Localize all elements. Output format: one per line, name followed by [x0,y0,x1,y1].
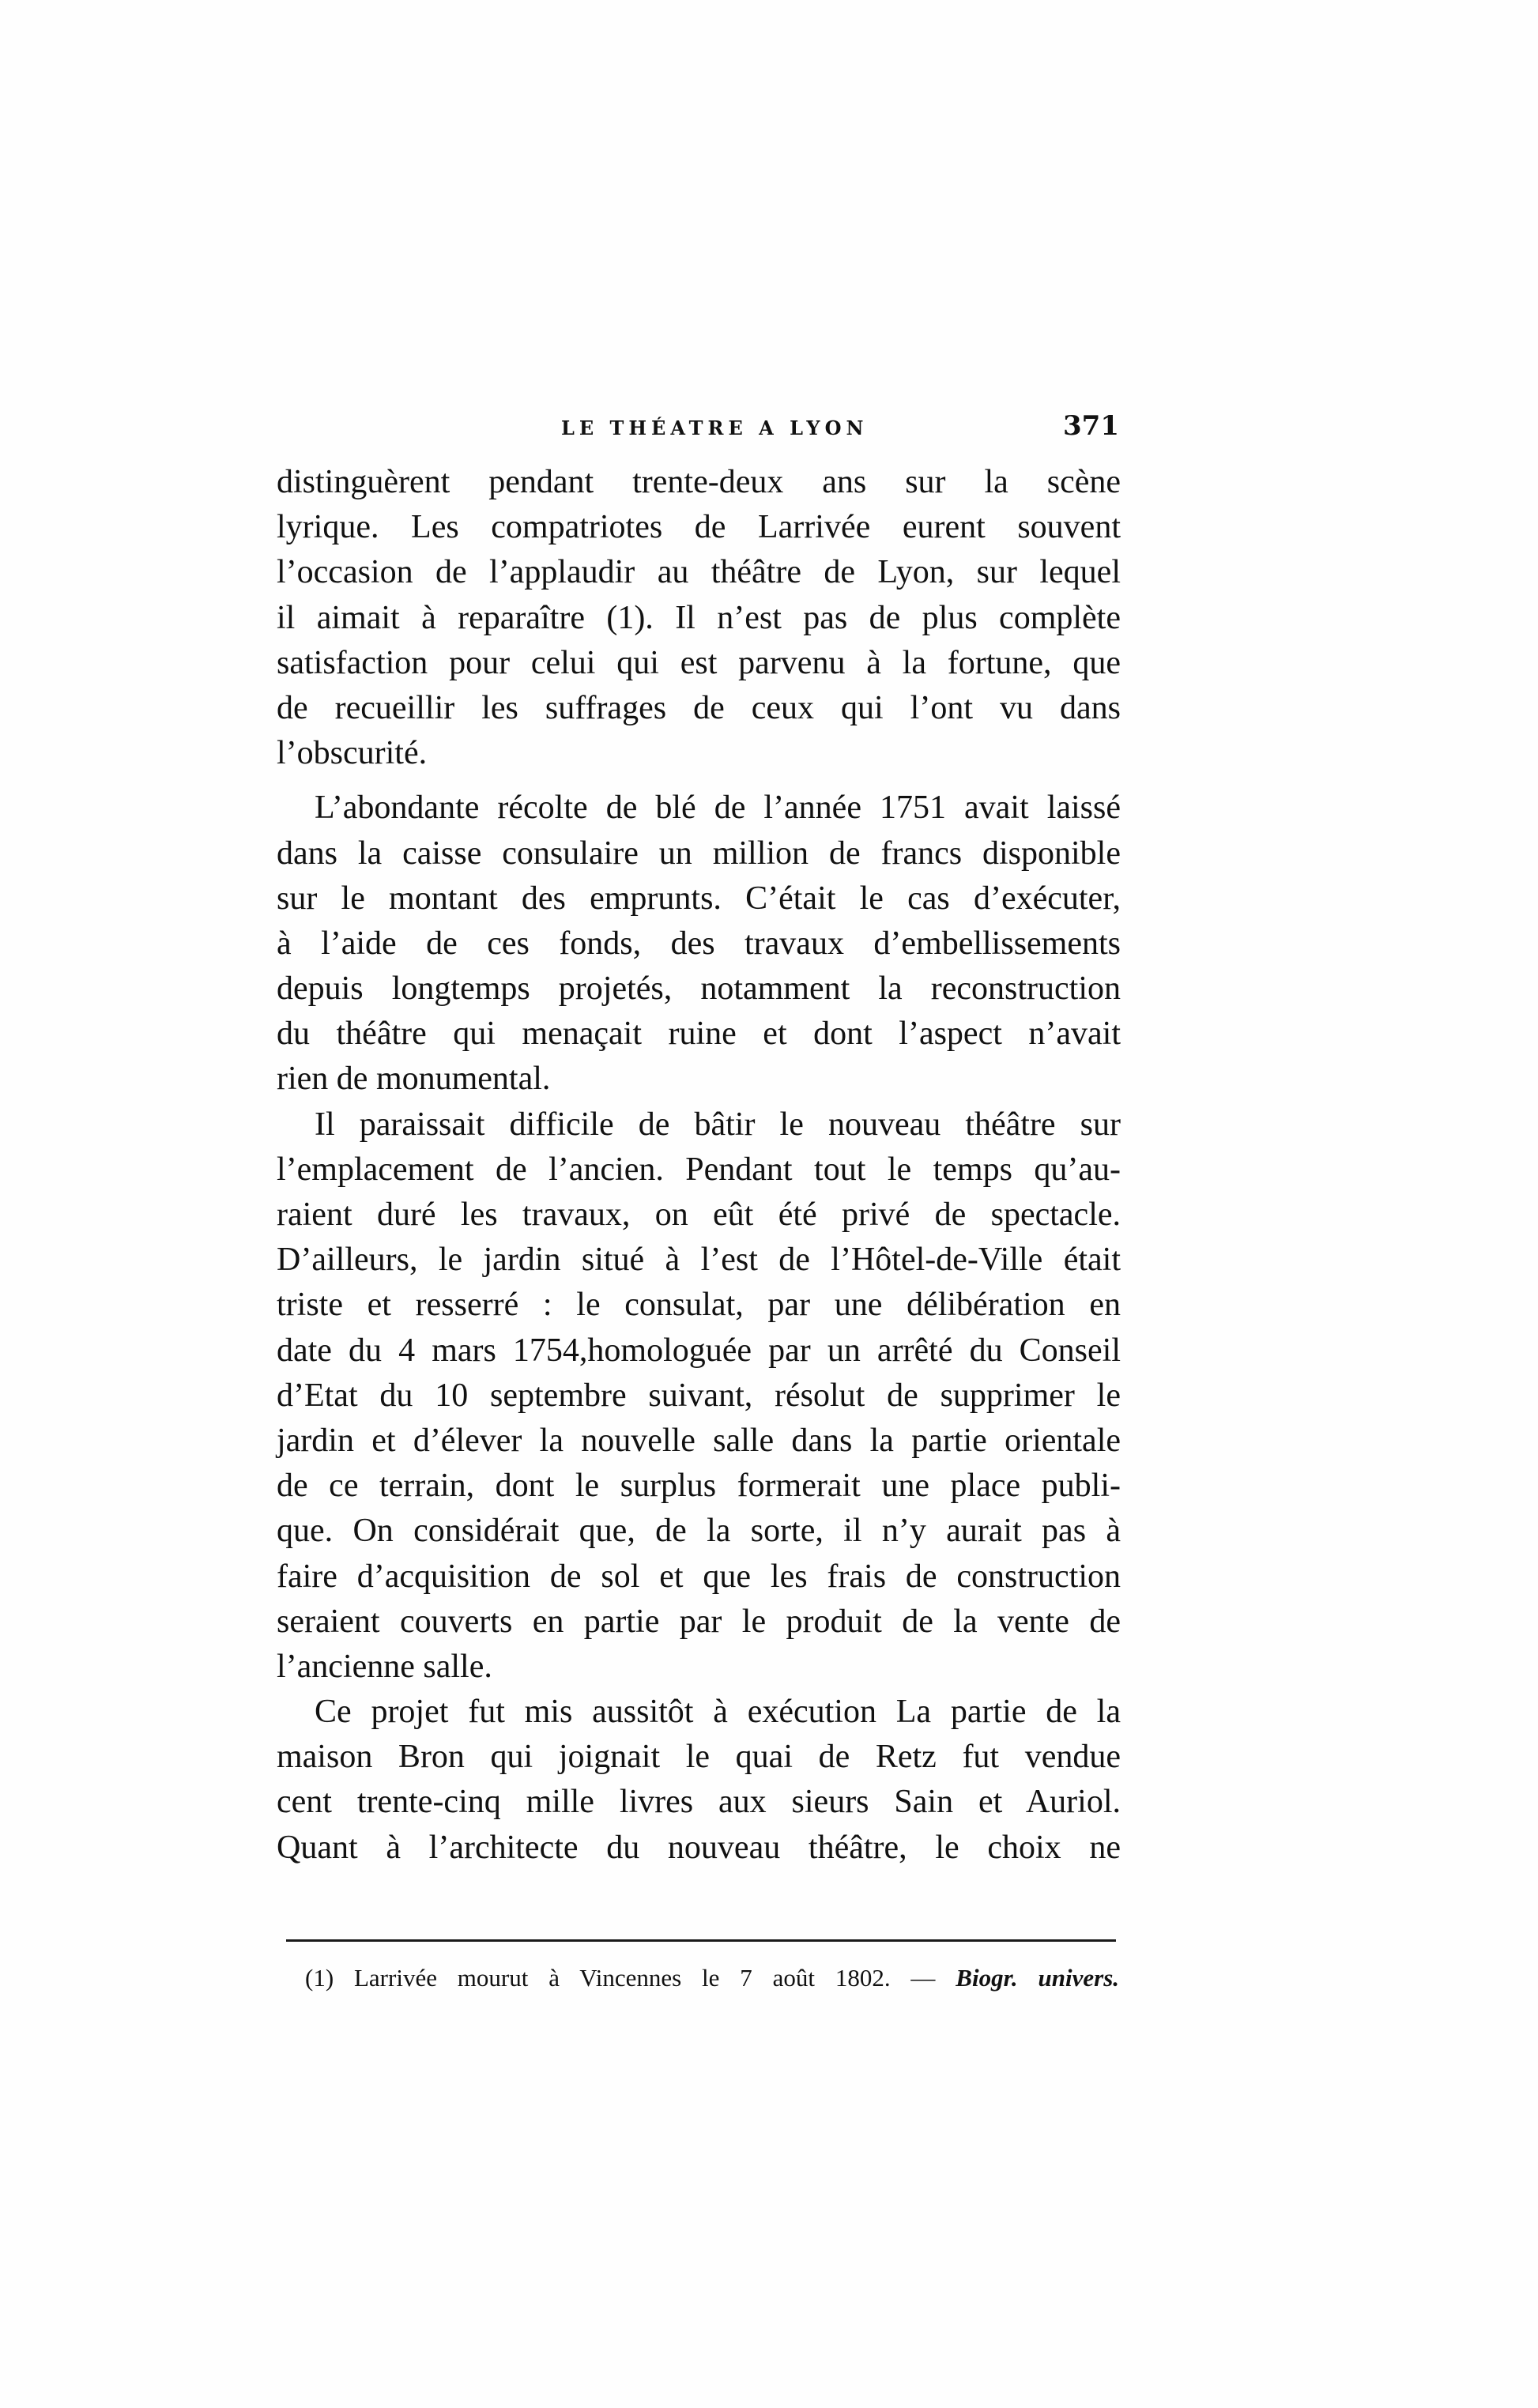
paragraph-1 [277,460,1121,776]
text-line: depuis longtemps projetés, notamment la reconstruction [277,970,1121,1008]
text-line: cent trente-cinq mille livres aux sieurs Sain et Auriol. [277,1784,1121,1821]
paragraph-2 [277,786,1121,1102]
text-line: l’obscurité. [277,735,428,772]
text-line: lyrique. Les compatriotes de Larrivée eurent souvent [277,509,1121,546]
text-line: seraient couverts en partie par le produit de la vente de [277,1603,1121,1640]
footnote [305,1965,1119,1992]
text-line: du théâtre qui menaçait ruine et dont l’aspect n’avait [277,1016,1121,1053]
text-line: distinguèrent pendant trente-deux ans sur la scène [277,464,1121,500]
text-line: de ce terrain, dont le surplus formerait une place publi- [277,1468,1121,1505]
footnote-separator-rule [286,1939,1116,1942]
text-line: triste et resserré : le consulat, par une délibération en [277,1287,1121,1324]
text-line: rien de monumental. [277,1061,551,1098]
text-line: dans la caisse consulaire un million de francs disponible [277,835,1121,872]
text-line: jardin et d’élever la nouvelle salle dans la partie orientale [277,1422,1121,1459]
paragraph-spacer [277,776,1121,786]
text-line: à l’aide de ces fonds, des travaux d’embellissements [277,925,1121,962]
text-line: raient duré les travaux, on eût été privé de spectacle. [277,1196,1121,1233]
footnote-source: Biogr. univers. [956,1964,1120,1992]
text-line: faire d’acquisition de sol et que les frais de construction [277,1558,1121,1595]
running-header [277,411,1121,443]
text-line: D’ailleurs, le jardin situé à l’est de l’Hôtel-de-Ville était [277,1242,1121,1279]
text-line: L’abondante récolte de blé de l’année 1751 avait laissé [315,789,1121,827]
text-line: l’occasion de l’applaudir au théâtre de Lyon, sur lequel [277,554,1121,591]
text-line: l’ancienne salle. [277,1648,492,1685]
text-line: de recueillir les suffrages de ceux qui l’ont vu dans [277,689,1121,726]
body-text [277,460,1121,1871]
running-title: LE THÉATRE A LYON [561,416,869,439]
paragraph-3 [277,1102,1121,1690]
text-line: sur le montant des emprunts. C’était le cas d’exécuter, [277,880,1121,917]
text-line: maison Bron qui joignait le quai de Retz fut vendue [277,1739,1121,1776]
text-line: l’emplacement de l’ancien. Pendant tout le temps qu’au- [277,1151,1121,1188]
text-line: que. On considérait que, de la sorte, il n’y aurait pas à [277,1513,1121,1550]
footnote-text: (1) Larrivée mourut à Vincennes le 7 août 1802. — [305,1964,936,1992]
text-line: il aimait à reparaître (1). Il n’est pas de plus complète [277,599,1121,636]
text-line: Quant à l’architecte du nouveau théâtre, le choix ne [277,1829,1121,1866]
page-number: 371 [1063,410,1119,442]
text-line: d’Etat du 10 septembre suivant, résolut de supprimer le [277,1377,1121,1414]
text-line: satisfaction pour celui qui est parvenu à la fortune, que [277,644,1121,681]
text-line: date du 4 mars 1754,homologuée par un arrêté du Conseil [277,1332,1121,1369]
paragraph-4 [277,1690,1121,1871]
text-line: Il paraissait difficile de bâtir le nouveau théâtre sur [315,1106,1121,1143]
text-line: Ce projet fut mis aussitôt à exécution La partie de la [315,1694,1121,1731]
